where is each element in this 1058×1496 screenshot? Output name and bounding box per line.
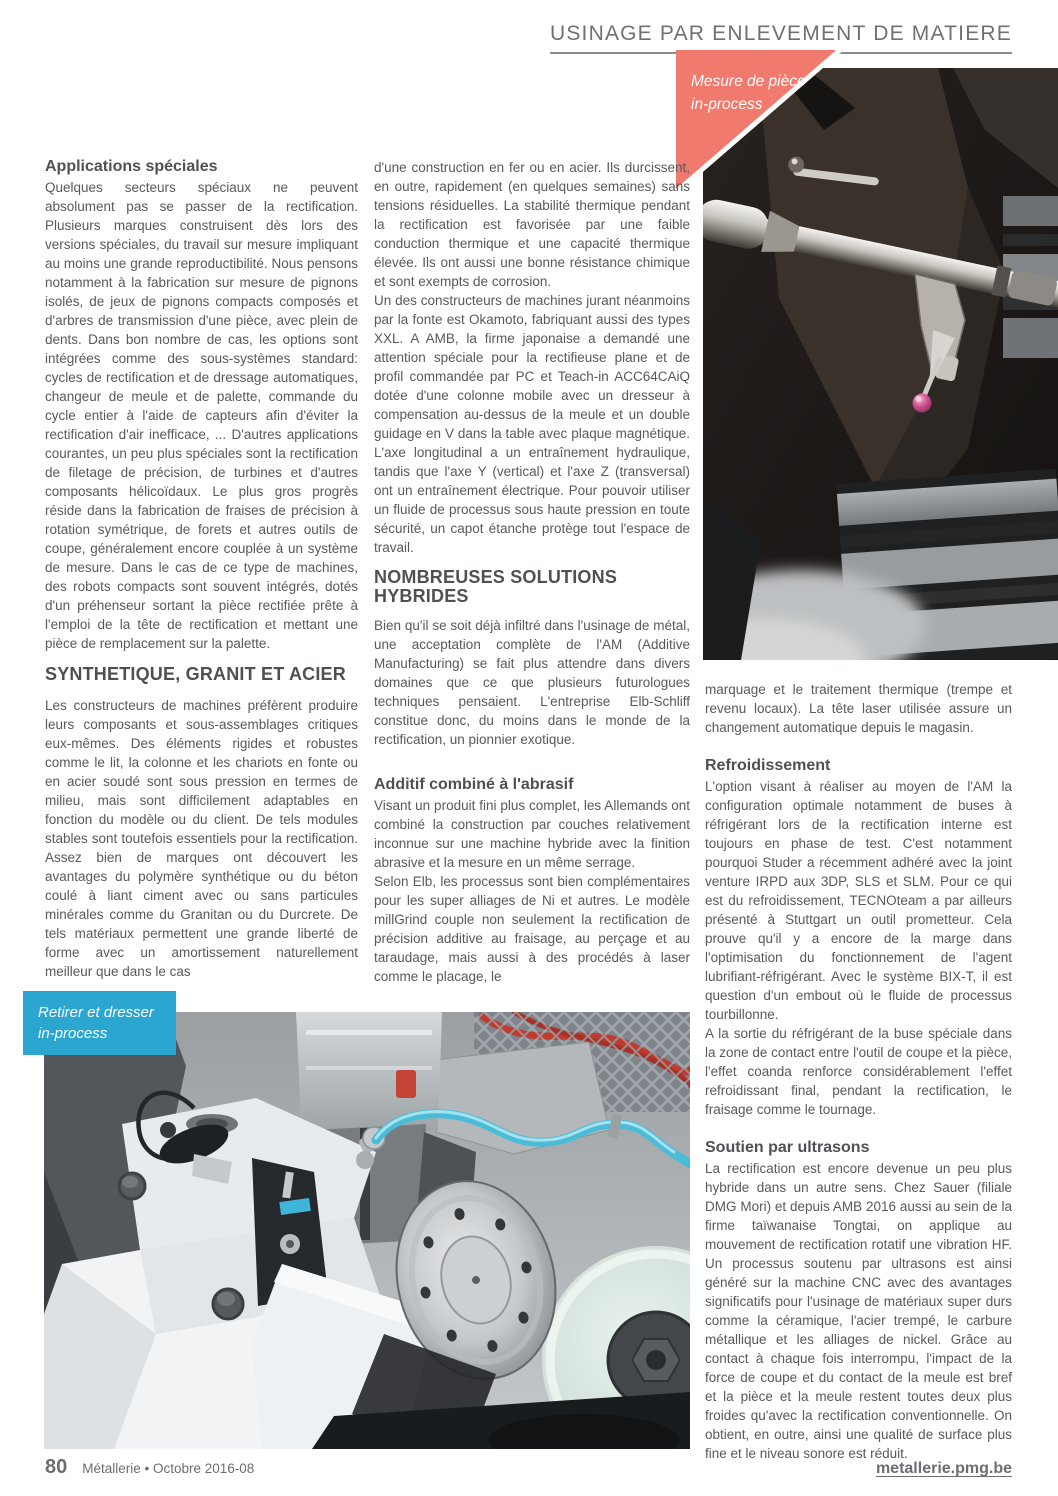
left-column xyxy=(45,157,358,981)
issue-info: Métallerie • Octobre 2016-08 xyxy=(82,1461,255,1476)
website-link[interactable]: metallerie.pmg.be xyxy=(875,1460,1012,1477)
heading-applications-speciales: Applications spéciales xyxy=(45,158,218,175)
photo-top-caption-line1: Mesure de pièce xyxy=(691,73,806,90)
grinding-machine-art xyxy=(44,1012,690,1449)
ruby-tip-ball xyxy=(913,394,932,413)
left-paragraph-1: Quelques secteurs spéciaux ne peuvent absolument pas se passer de la rectification. Plusieurs marques construisent dès lors des versions spéciales, du travail sur mesure impliquant au moins une grande reproductibilité. Nous pensons notamment à la fabrication sur mesure de pignons isolés, de jeux de pignons compacts composés et d'arbres de transmission d'une pièce, avec plein de dents. Dans bon nombre de cas, les options sont intégrées comme des sous-systèmes standard: cycles de rectification et de dressage automatiques, changeur de meule et de palette, commande du cycle entier à l'aide de capteurs afin d'éviter la rectification d'air inefficace, ... D'autres applications courantes, un peu plus spéciales sont la rectification de filetage de précision, de turbines et d'autres composants hélicoïdaux. Le plus gros progrès réside dans la fabrication de fraises de précision à rotation symétrique, de forets et autres outils de coupe, généralement encore couplée à un système de mesure. Dans le cas de ce type de machines, des robots compacts sont souvent intégrés, dotés d'un préhenseur sortant la pièce rectifiée prête à l'emploi de la tête de rectification et mettant une pièce de remplacement sur la palette. xyxy=(45,180,358,651)
photo-bottom-caption-label xyxy=(23,991,176,1055)
right-column xyxy=(705,680,1012,1463)
right-paragraph-3: A la sortie du réfrigérant de la buse spéciale dans la zone de contact entre l'outil de coupe et la pièce, l'effet coanda renforce considérablement l'effet refroidissant final, pendant la rectification, le fraisage comme le tournage. xyxy=(705,1026,1012,1117)
clamp-knob-1 xyxy=(119,1173,145,1199)
page-number: 80 xyxy=(45,1456,68,1478)
page-header-title: USINAGE PAR ENLEVEMENT DE MATIERE xyxy=(550,22,1012,54)
heading-nombreuses-solutions-hybrides: NOMBREUSES SOLUTIONS HYBRIDES xyxy=(374,567,618,606)
middle-paragraph-1: d'une construction en fer ou en acier. Ils durcissent, en outre, rapidement (en quelques semaines) sans tensions résiduelles. La stabilité thermique pendant la rectification est favorisée par une faible conduction thermique et une capacité thermique élevée. Ils ont aussi une bonne résistance chimique et sont exempts de corrosion. xyxy=(374,160,690,289)
grinding-machine-photo xyxy=(44,1012,690,1449)
photo-top-caption-line2: in-process xyxy=(691,96,763,113)
middle-paragraph-3: Bien qu'il se soit déjà infiltré dans l'usinage de métal, une acceptation complète de l'AM (Additive Manufacturing) se fait plus attendre dans divers domaines que ce que plusieurs futurologues techniques pensaient. L'entreprise Elb-Schliff constitue donc, du moins dans le monde de la rectification, un pionnier exotique. xyxy=(374,618,690,747)
heading-refroidissement: Refroidissement xyxy=(705,757,831,774)
middle-paragraph-4: Visant un produit fini plus complet, les Allemands ont combiné la construction par couches relativement inconnue sur une machine hybride avec la finition abrasive et la mesure en un même serrage. xyxy=(374,798,690,870)
heading-additif-combine-abrasif: Additif combiné à l'abrasif xyxy=(374,776,574,793)
heading-soutien-par-ultrasons: Soutien par ultrasons xyxy=(705,1139,870,1156)
clamp-knob-2 xyxy=(213,1289,243,1319)
right-paragraph-4: La rectification est encore devenue un peu plus hybride dans un autre sens. Chez Sauer (filiale DMG Mori) et depuis AMB 2016 aussi au sein de la firme taïwanaise Tongtai, on applique au mouvement de rectification rotatif une vibration HF. Un processus soutenu par ultrasons est ainsi généré sur la machine CNC avec des avantages significatifs pour l'usinage de matériaux super durs comme la céramique, l'acier trempé, le carbure métallique et les alliages de nickel. Grâce au contact à chaque fois interrompu, l'impact de la force de coupe et du contact de la meule est bref et la pièce et la meule restent toutes deux plus froides qu'avec la rectification conventionnelle. On obtient, en outre, ainsi une qualité de surface plus fine et le niveau sonore est réduit. xyxy=(705,1161,1012,1461)
middle-paragraph-2: Un des constructeurs de machines jurant néanmoins par la fonte est Okamoto, fabriquant aussi des types XXL. A AMB, la firme japonaise a demandé une attention spéciale pour la rectifieuse plane et de profil commandée par PC et Teach-in ACC64CAiQ dotée d'une colonne mobile avec un dresseur à compensation au-dessus de la meule et un double guidage en V dans la table avec plaque magnétique. L'axe longitudinal a un entraînement hydraulique, tandis que l'axe Y (vertical) et l'axe Z (transversal) ont un entraînement électrique. Pour pouvoir utiliser un fluide de processus sous haute pression en toute sécurité, un capot étanche protège tout l'espace de travail. xyxy=(374,293,690,555)
heading-synthetique-granit-acier: SYNTHETIQUE, GRANIT ET ACIER xyxy=(45,664,346,684)
red-block xyxy=(396,1070,416,1098)
footer xyxy=(45,1456,254,1479)
photo-bottom-caption-line1: Retirer et dresser xyxy=(38,1004,154,1021)
right-paragraph-1: marquage et le traitement thermique (trempe et revenu locaux). La tête laser utilisée assure un changement automatique depuis le magasin. xyxy=(705,682,1012,735)
right-paragraph-2: L'option visant à réaliser au moyen de l'AM la configuration optimale notamment de buses à réfrigérant lors de la rectification interne est toujours en phase de test. C'est notamment pourquoi Studer a récemment adhéré avec la joint venture IRPD aux 3DP, SLS et SLM. Pour ce qui est du refroidissement, TECNOteam a par ailleurs présenté à Stuttgart un outil prometteur. Cela prouve qu'il y a encore de la marge dans l'optimisation du fonctionnement de l'agent lubrifiant-réfrigérant. Avec le système BIX-T, il est question d'un embout où le fluide de processus tourbillonne. xyxy=(705,779,1012,1022)
photo-bottom-caption-line2: in-process xyxy=(38,1025,108,1042)
middle-column xyxy=(374,158,690,986)
photo-top-caption-flag xyxy=(676,50,846,198)
left-paragraph-2: Les constructeurs de machines préfèrent produire leurs composants et sous-assemblages critiques eux-mêmes. Des éléments rigides et robustes comme le lit, la colonne et les chariots en fonte ou en acier soudé sont sous pression en termes de milieu, mais sont difficilement adaptables en fonction du modèle ou du client. De tels modules stables sont toutefois essentiels pour la rectification. Assez bien de marques ont découvert les avantages du polymère synthétique ou du béton coulé à liant ciment avec ou sans particules minérales comme du Granitan ou du Durcrete. De tels matériaux permettent une grande liberté de forme avec un amortissement naturellement meilleur que dans le cas xyxy=(45,698,358,979)
middle-paragraph-5: Selon Elb, les processus sont bien complémentaires pour les super alliages de Ni et autres. Le modèle millGrind couple non seulement la rectification de précision additive au fraisage, au perçage et au taraudage, mais aussi à des procédés à laser comme le placage, le xyxy=(374,874,690,984)
